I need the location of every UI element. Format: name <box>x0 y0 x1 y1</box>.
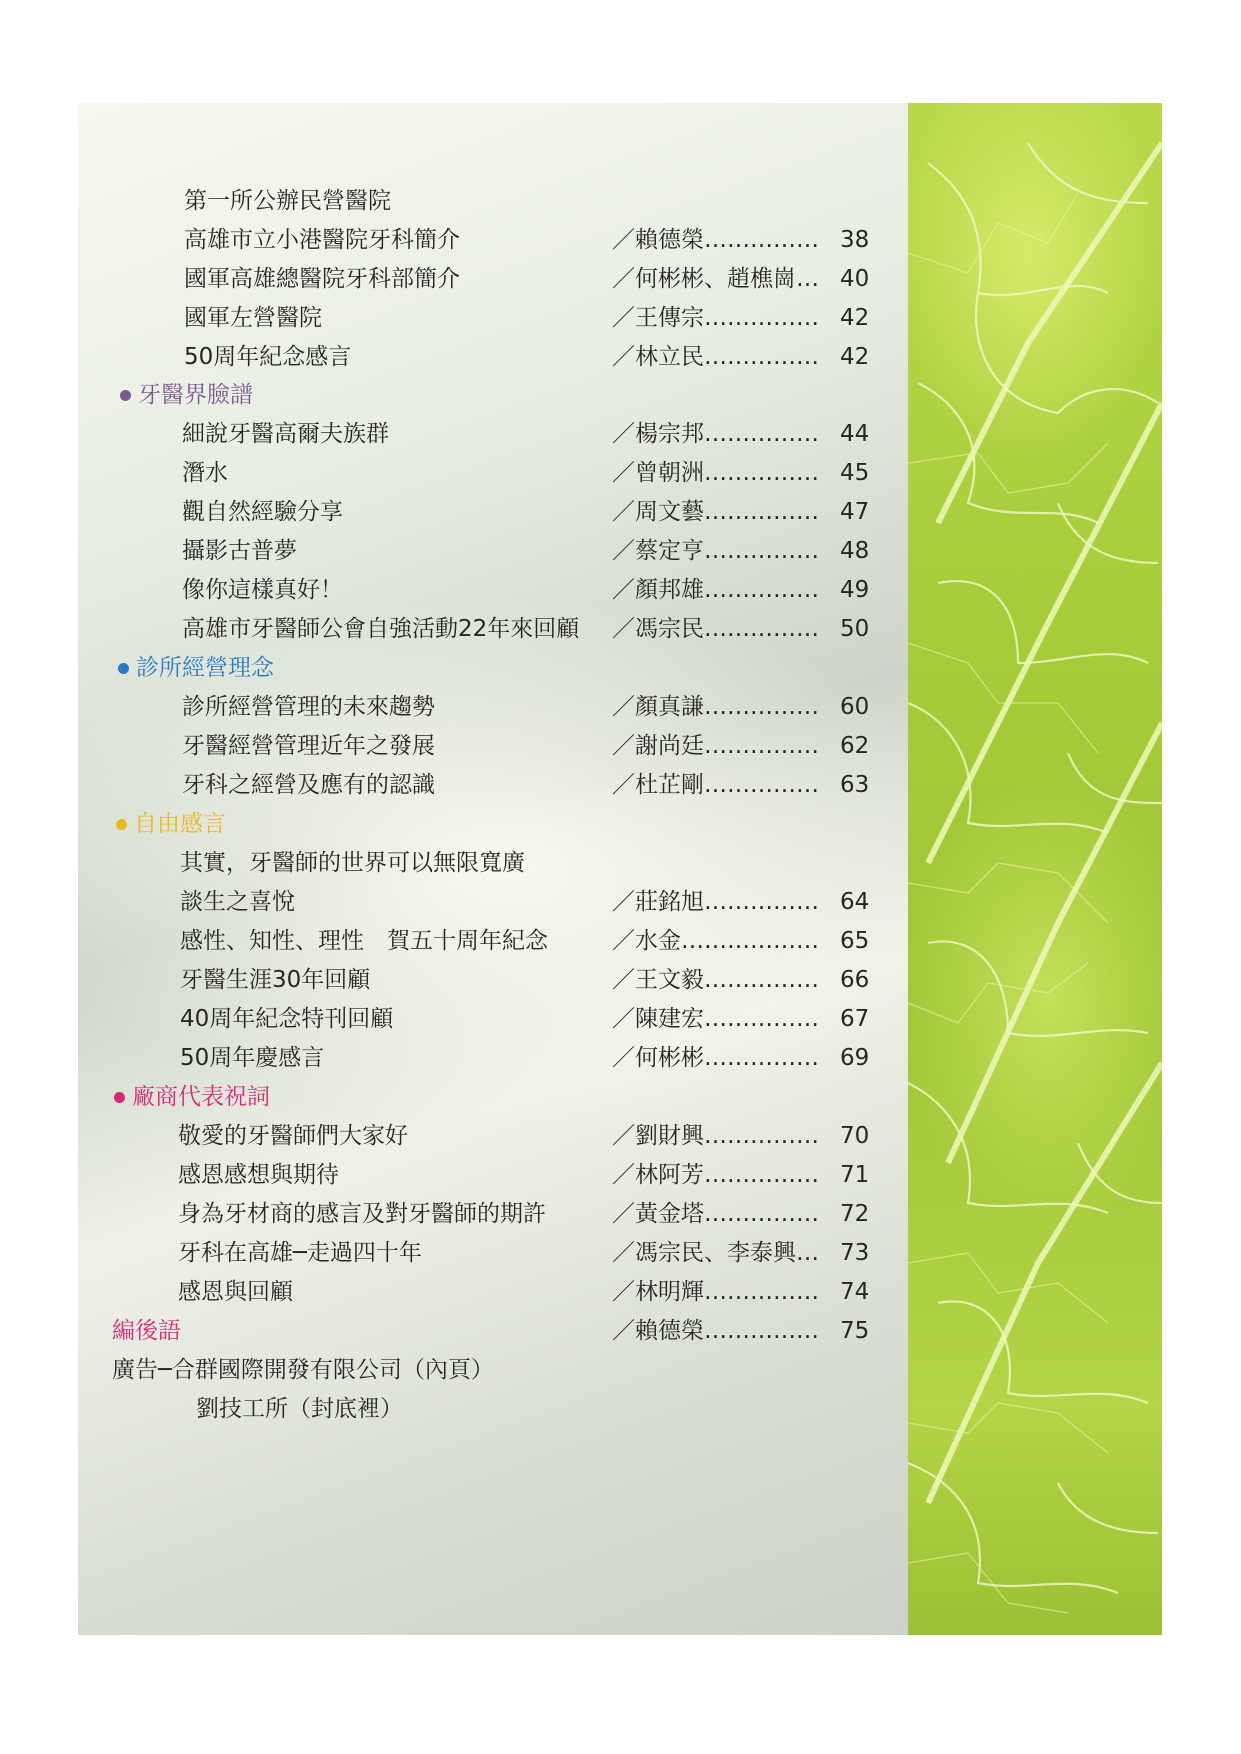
entry-title: 40周年紀念特刊回顧 <box>180 1006 394 1032</box>
entry-page: 62 <box>840 733 870 759</box>
entry-author: ／何彬彬、趙樵崗… <box>612 266 819 292</box>
section-bullet-icon <box>120 390 131 401</box>
ads-line-1: 廣告─合群國際開發有限公司（內頁） <box>112 1357 494 1383</box>
entry-page: 74 <box>840 1279 870 1305</box>
entry-title: 感恩感想與期待 <box>178 1162 339 1188</box>
entry-page: 70 <box>840 1123 870 1149</box>
entry-title: 感恩與回顧 <box>178 1279 293 1305</box>
entry-author: ／杜芷剛…………… <box>612 772 819 798</box>
entry-author: ／劉財興…………… <box>612 1123 819 1149</box>
entry-title: 牙科在高雄─走過四十年 <box>178 1240 422 1266</box>
entry-title: 敬愛的牙醫師們大家好 <box>178 1123 408 1149</box>
table-of-contents <box>78 103 908 1635</box>
entry-title: 50周年紀念感言 <box>184 344 352 370</box>
entry-title: 像你這樣真好！ <box>182 577 343 603</box>
entry-title: 診所經營管理的未來趨勢 <box>182 694 435 720</box>
section-label: 牙醫界臉譜 <box>138 382 253 408</box>
entry-page: 38 <box>840 227 870 253</box>
entry-page: 44 <box>840 421 870 447</box>
entry-title: 第一所公辦民營醫院 <box>184 188 391 214</box>
entry-page: 42 <box>840 305 870 331</box>
entry-title: 牙醫生涯30年回顧 <box>180 967 371 993</box>
entry-author: ／周文藝…………… <box>612 499 819 525</box>
entry-title: 潛水 <box>182 460 228 486</box>
entry-author: ／王文毅…………… <box>612 967 819 993</box>
leaf-veins <box>908 103 1162 1635</box>
entry-title: 細說牙醫高爾夫族群 <box>182 421 389 447</box>
entry-title: 50周年慶感言 <box>180 1045 325 1071</box>
section-label: 診所經營理念 <box>136 655 274 681</box>
entry-author: ／馮宗民、李泰興… <box>612 1240 819 1266</box>
entry-author: ／馮宗民…………… <box>612 616 819 642</box>
entry-page: 72 <box>840 1201 870 1227</box>
entry-title: 高雄市牙醫師公會自強活動22年來回顧 <box>182 616 580 642</box>
leaf-photo <box>908 103 1162 1635</box>
entry-title: 談生之喜悅 <box>180 889 295 915</box>
entry-author: ／林明輝…………… <box>612 1279 819 1305</box>
entry-author: ／水金……………… <box>612 928 819 954</box>
afterword-label: 編後語 <box>112 1318 181 1344</box>
entry-title: 國軍高雄總醫院牙科部簡介 <box>184 266 460 292</box>
entry-page: 65 <box>840 928 870 954</box>
entry-title: 牙醫經營管理近年之發展 <box>182 733 435 759</box>
entry-page: 45 <box>840 460 870 486</box>
entry-author: ／謝尚廷…………… <box>612 733 819 759</box>
entry-author: ／曾朝洲…………… <box>612 460 819 486</box>
entry-page: 75 <box>840 1318 870 1344</box>
section-label: 廠商代表祝詞 <box>132 1084 270 1110</box>
entry-page: 60 <box>840 694 870 720</box>
entry-page: 49 <box>840 577 870 603</box>
entry-author: ／林立民…………… <box>612 344 819 370</box>
entry-title: 觀自然經驗分享 <box>182 499 343 525</box>
entry-author: ／賴德榮…………… <box>612 227 819 253</box>
entry-author: ／顏真謙…………… <box>612 694 819 720</box>
ads-line-2: 劉技工所（封底裡） <box>196 1396 403 1422</box>
entry-title: 其實，牙醫師的世界可以無限寬廣 <box>180 850 525 876</box>
entry-author: ／林阿芳…………… <box>612 1162 819 1188</box>
section-bullet-icon <box>116 819 127 830</box>
entry-author: ／陳建宏…………… <box>612 1006 819 1032</box>
entry-page: 40 <box>840 266 870 292</box>
entry-title: 感性、知性、理性 賀五十周年紀念 <box>180 928 548 954</box>
entry-title: 高雄市立小港醫院牙科簡介 <box>184 227 460 253</box>
entry-author: ／莊銘旭…………… <box>612 889 819 915</box>
section-bullet-icon <box>118 663 129 674</box>
entry-author: ／顏邦雄…………… <box>612 577 819 603</box>
section-label: 自由感言 <box>134 811 226 837</box>
entry-page: 47 <box>840 499 870 525</box>
entry-title: 攝影古普夢 <box>182 538 297 564</box>
section-bullet-icon <box>114 1092 125 1103</box>
page-panel <box>78 103 1162 1635</box>
entry-author: ／賴德榮…………… <box>612 1318 819 1344</box>
entry-page: 69 <box>840 1045 870 1071</box>
entry-title: 牙科之經營及應有的認識 <box>182 772 435 798</box>
entry-page: 63 <box>840 772 870 798</box>
entry-author: ／楊宗邦…………… <box>612 421 819 447</box>
entry-page: 50 <box>840 616 870 642</box>
entry-page: 66 <box>840 967 870 993</box>
entry-author: ／王傳宗…………… <box>612 305 819 331</box>
entry-author: ／何彬彬…………… <box>612 1045 819 1071</box>
entry-author: ／蔡定亨…………… <box>612 538 819 564</box>
entry-page: 64 <box>840 889 870 915</box>
entry-author: ／黃金塔…………… <box>612 1201 819 1227</box>
entry-page: 67 <box>840 1006 870 1032</box>
entry-title: 身為牙材商的感言及對牙醫師的期許 <box>178 1201 546 1227</box>
entry-page: 48 <box>840 538 870 564</box>
entry-title: 國軍左營醫院 <box>184 305 322 331</box>
entry-page: 71 <box>840 1162 870 1188</box>
entry-page: 42 <box>840 344 870 370</box>
entry-page: 73 <box>840 1240 870 1266</box>
